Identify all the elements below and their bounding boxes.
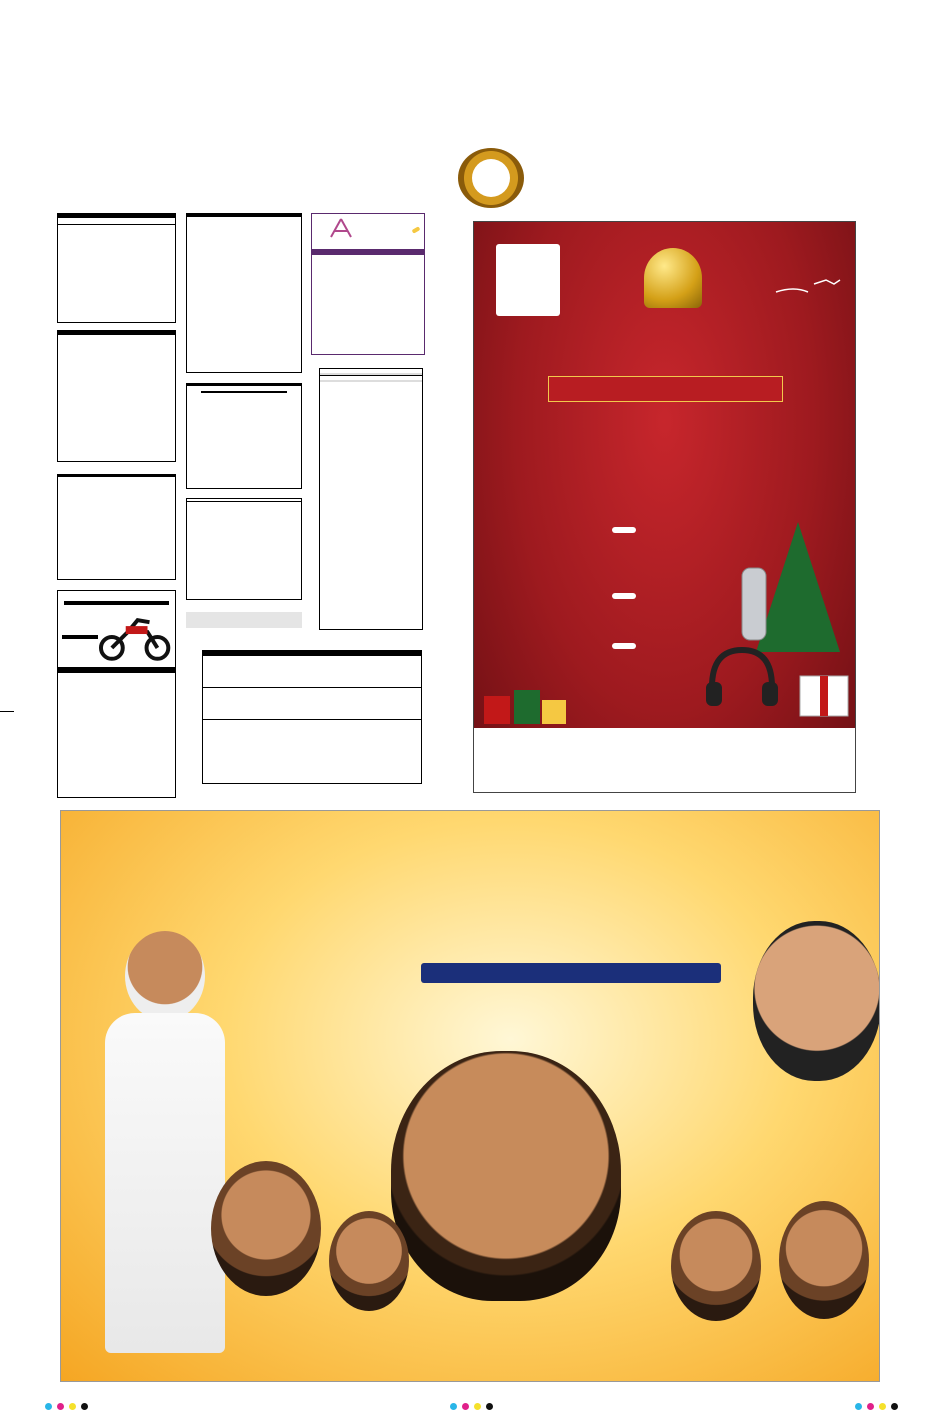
properties-ad: [319, 368, 423, 630]
black-dot: [81, 1403, 88, 1410]
cyan-dot: [45, 1403, 52, 1410]
property-desc: [320, 376, 422, 378]
property-desc: [320, 380, 422, 382]
offer-tier: [519, 584, 729, 609]
g9-projects-ad: [57, 590, 176, 798]
offer-amount: [612, 643, 636, 649]
black-dot: [891, 1403, 898, 1410]
g9-price: [58, 667, 175, 673]
magenta-dot: [867, 1403, 874, 1410]
properties-title: [320, 369, 422, 371]
leader-dhoti: [105, 1013, 225, 1353]
leader-face: [125, 931, 205, 1021]
cyan-dot: [855, 1403, 862, 1410]
supporter-portrait: [329, 1211, 409, 1311]
blank-strip: [186, 612, 302, 628]
register-call: [201, 391, 287, 393]
plots-ad: [186, 213, 302, 373]
sleigh-icon: [774, 276, 844, 296]
wanted-ad: [57, 213, 176, 323]
registration-marks-center: [450, 1403, 493, 1410]
anniversary-emblem: [458, 148, 524, 208]
brand-strip: [474, 728, 856, 793]
registration-marks-left: [45, 1403, 88, 1410]
magenta-dot: [462, 1403, 469, 1410]
house-ad: [57, 474, 176, 580]
direct-owner-ad: [202, 650, 422, 784]
g9-offer: [64, 601, 169, 605]
yellow-dot: [474, 1403, 481, 1410]
black-dot: [486, 1403, 493, 1410]
gifts-icon: [480, 682, 570, 726]
magenta-dot: [57, 1403, 64, 1410]
cyan-dot: [450, 1403, 457, 1410]
site-wanted-ad: [186, 498, 302, 600]
anniversary-number: [472, 159, 510, 197]
headphones-icon: [702, 642, 782, 712]
registration-marks-right: [855, 1403, 898, 1410]
tholasi-address: [312, 253, 424, 255]
birthday-banner-ad: [60, 810, 880, 1382]
mall-of-mysore-ad: [473, 221, 856, 793]
honoree-portrait: [391, 1051, 621, 1301]
site-wanted-item: [187, 508, 301, 510]
wanted-phone: [58, 224, 175, 226]
plots-body: [187, 217, 301, 221]
table-row: [203, 656, 421, 688]
register-sites-ad: [186, 383, 302, 489]
yellow-dot: [879, 1403, 886, 1410]
tholasi-logo-icon: [321, 217, 361, 239]
masthead: [0, 0, 945, 212]
mall-name-banner: [548, 376, 783, 402]
supporter-portrait: [211, 1161, 321, 1296]
land-body: [58, 335, 175, 338]
birthday-event-box: [421, 963, 721, 983]
motorbike-icon: [98, 612, 171, 662]
g9-gift: [62, 635, 98, 639]
yellow-dot: [69, 1403, 76, 1410]
tholasi-gold-ad: [311, 213, 425, 355]
gift-box-icon: [796, 662, 852, 718]
bell-icon: [644, 248, 702, 308]
offer-amount: [612, 593, 636, 599]
leader-standing-photo: [95, 931, 235, 1361]
offer-tier: [519, 518, 729, 543]
mall-logo: [496, 244, 560, 316]
offer-tier: [519, 634, 729, 659]
offer-amount: [612, 527, 636, 533]
leader-portrait: [753, 921, 880, 1081]
house-price-row: [58, 479, 175, 480]
supporter-portrait: [779, 1201, 869, 1319]
gold-rate-tag: [412, 226, 421, 233]
supporter-portrait: [671, 1211, 761, 1321]
margin-mark: [0, 711, 14, 712]
flask-icon: [736, 562, 772, 642]
land-ad: [57, 330, 176, 462]
register-item: [187, 388, 301, 390]
table-row: [203, 688, 421, 720]
